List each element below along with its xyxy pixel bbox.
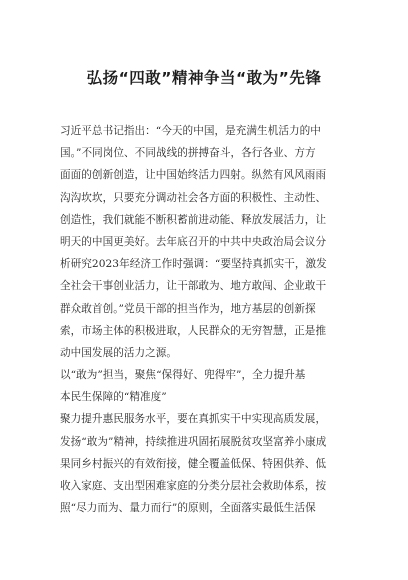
- body-line: 全社会干事创业活力，让干部敢为、地方敢闯、企业敢干: [60, 280, 327, 293]
- body-line: 习近平总书记指出：“今天的中国，是充满生机活力的中: [60, 125, 321, 137]
- body-line: 创造性，我们就能不断积蓄前进动能、释放发展活力，让: [60, 213, 327, 226]
- section-heading-line: 本民生保障的“精准度”: [60, 391, 167, 404]
- body-line: 群众敢首创。”党员干部的担当作为，地方基层的创新探: [60, 302, 316, 315]
- body-line: 沟沟坎坎，只要充分调动社会各方面的积极性、主动性、: [60, 191, 327, 204]
- document-title: 弘扬“四敢”精神争当“敢为”先锋: [86, 69, 322, 87]
- document-body: [60, 120, 350, 519]
- body-line: 面面的创新创造，让中国始终活力四射。纵然有风风雨雨: [60, 169, 327, 182]
- body-line: 果同乡村振兴的有效衔接，健全覆盖低保、特困供养、低: [60, 457, 327, 470]
- body-line: 照“尽力而为、量力而行”的原则，全面落实最低生活保: [60, 502, 316, 515]
- section-heading-line: 以“敢为”担当，聚焦“保得好、兜得牢”，全力提升基: [60, 369, 306, 382]
- body-line: 析研究2023年经济工作时强调：“要坚持真抓实干，激发: [60, 258, 327, 271]
- body-line: 收入家庭、支出型困难家庭的分类分层社会救助体系，按: [60, 480, 327, 492]
- body-line: 动中国发展的活力之源。: [60, 346, 178, 359]
- body-line: 发扬“敢为”精神，持续推进巩固拓展脱贫攻坚富养小康成: [60, 435, 327, 448]
- body-line: 国。”不同岗位、不同战线的拼搏奋斗，各行各业、方方: [60, 147, 316, 160]
- body-line: 明天的中国更美好。去年底召开的中共中央政治局会议分: [60, 235, 327, 248]
- body-line: 聚力提升惠民服务水平，要在真抓实干中实现高质发展，: [60, 413, 327, 426]
- body-line: 索，市场主体的积极进取，人民群众的无穷智慧，正是推: [60, 324, 327, 337]
